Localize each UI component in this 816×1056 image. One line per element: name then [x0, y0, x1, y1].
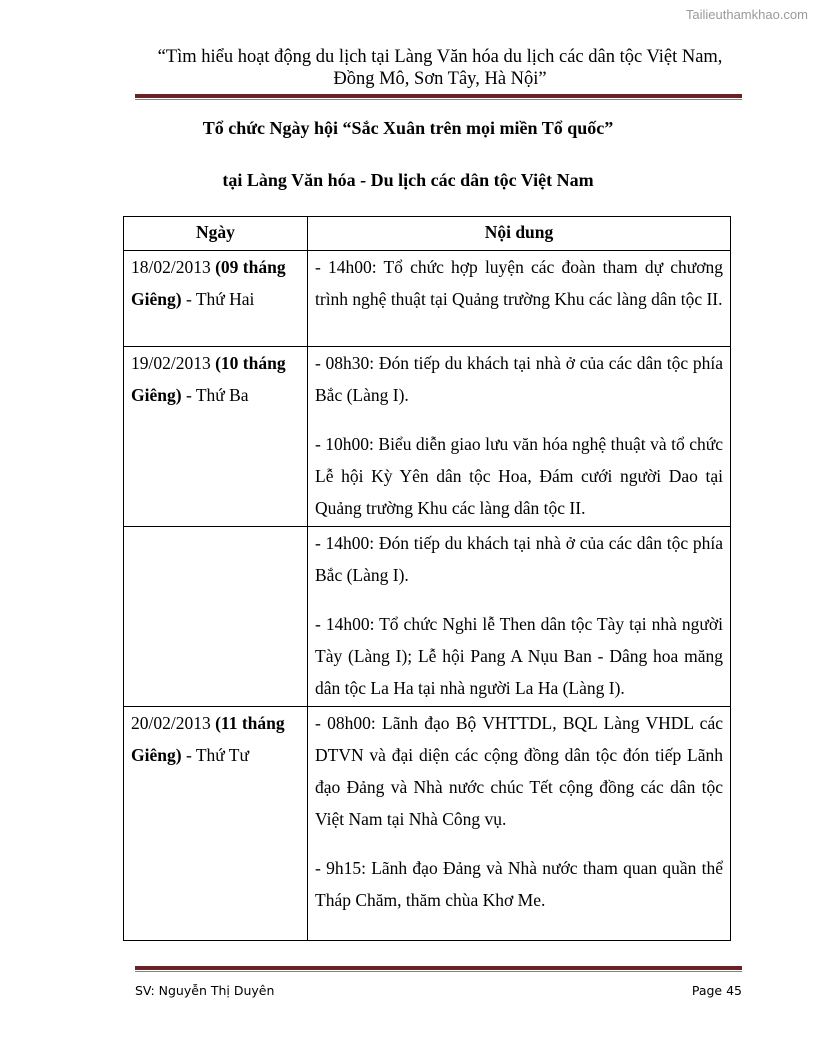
- watermark: Tailieuthamkhao.com: [685, 7, 808, 22]
- table-row: [124, 707, 731, 941]
- activity-item: - 10h00: Biểu diễn giao lưu văn hóa nghệ thuật và tổ chức Lễ hội Kỳ Yên dân tộc Hoa, Đám cưới người Dao tại Quảng trường Khu các làng dân tộc II.: [315, 434, 723, 518]
- footer-author: SV: Nguyễn Thị Duyên: [135, 983, 275, 998]
- section-subtitle: tại Làng Văn hóa - Du lịch các dân tộc Việt Nam: [222, 170, 594, 190]
- date-date-bold: (11 tháng Giêng): [131, 713, 285, 765]
- activity-item: - 14h00: Tổ chức hợp luyện các đoàn tham dự chương trình nghệ thuật tại Quảng trường Khu các làng dân tộc II.: [315, 257, 723, 309]
- footer-rule: [135, 966, 742, 972]
- date-date: 20/02/2013: [131, 713, 216, 733]
- table-row: [124, 251, 731, 347]
- activity-item: - 14h00: Tổ chức Nghi lễ Then dân tộc Tày tại nhà người Tày (Làng I); Lễ hội Pang A Nụu Ban - Dâng hoa măng dân tộc La Ha tại nhà người La Ha (Làng I).: [315, 614, 723, 698]
- date-weekday: - Thứ Ba: [181, 385, 249, 405]
- activity-item: - 9h15: Lãnh đạo Đảng và Nhà nước tham quan quần thể Tháp Chăm, thăm chùa Khơ Me.: [315, 858, 723, 910]
- column-header-date: Ngày: [124, 217, 308, 251]
- schedule-table: [123, 216, 731, 941]
- content-cell: [308, 347, 731, 527]
- section-title: Tổ chức Ngày hội “Sắc Xuân trên mọi miền Tổ quốc”: [202, 118, 614, 138]
- content-cell: [308, 251, 731, 347]
- date-date-bold: (10 tháng Giêng): [131, 353, 286, 405]
- date-weekday: - Thứ Hai: [181, 289, 255, 309]
- activity-item: - 08h30: Đón tiếp du khách tại nhà ở của các dân tộc phía Bắc (Làng I).: [315, 353, 723, 405]
- activity-item: - 14h00: Đón tiếp du khách tại nhà ở của các dân tộc phía Bắc (Làng I).: [315, 533, 723, 585]
- date-cell: [124, 707, 308, 941]
- page-number: Page 45: [691, 983, 742, 998]
- date-cell: [124, 251, 308, 347]
- date-date-bold: (09 tháng Giêng): [131, 257, 286, 309]
- header-rule: [135, 94, 742, 100]
- column-header-content: Nội dung: [308, 217, 731, 251]
- activity-item: - 08h00: Lãnh đạo Bộ VHTTDL, BQL Làng VHDL các DTVN và đại diện các cộng đồng dân tộc đón tiếp Lãnh đạo Đảng và Nhà nước chúc Tết cộng đồng các dân tộc Việt Nam tại Nhà Công vụ.: [315, 713, 723, 829]
- header-line-2: Đồng Mô, Sơn Tây, Hà Nội”: [333, 69, 547, 89]
- content-cell: [308, 527, 731, 707]
- content-cell: [308, 707, 731, 941]
- running-header: [120, 46, 760, 90]
- header-line-1: “Tìm hiểu hoạt động du lịch tại Làng Văn hóa du lịch các dân tộc Việt Nam,: [157, 47, 723, 67]
- date-cell: [124, 527, 308, 707]
- date-date: 18/02/2013: [131, 257, 216, 277]
- page-footer: [135, 983, 742, 998]
- date-cell: [124, 347, 308, 527]
- date-weekday: - Thứ Tư: [181, 745, 249, 765]
- table-row: [124, 347, 731, 527]
- date-date: 19/02/2013: [131, 353, 216, 373]
- table-row: [124, 527, 731, 707]
